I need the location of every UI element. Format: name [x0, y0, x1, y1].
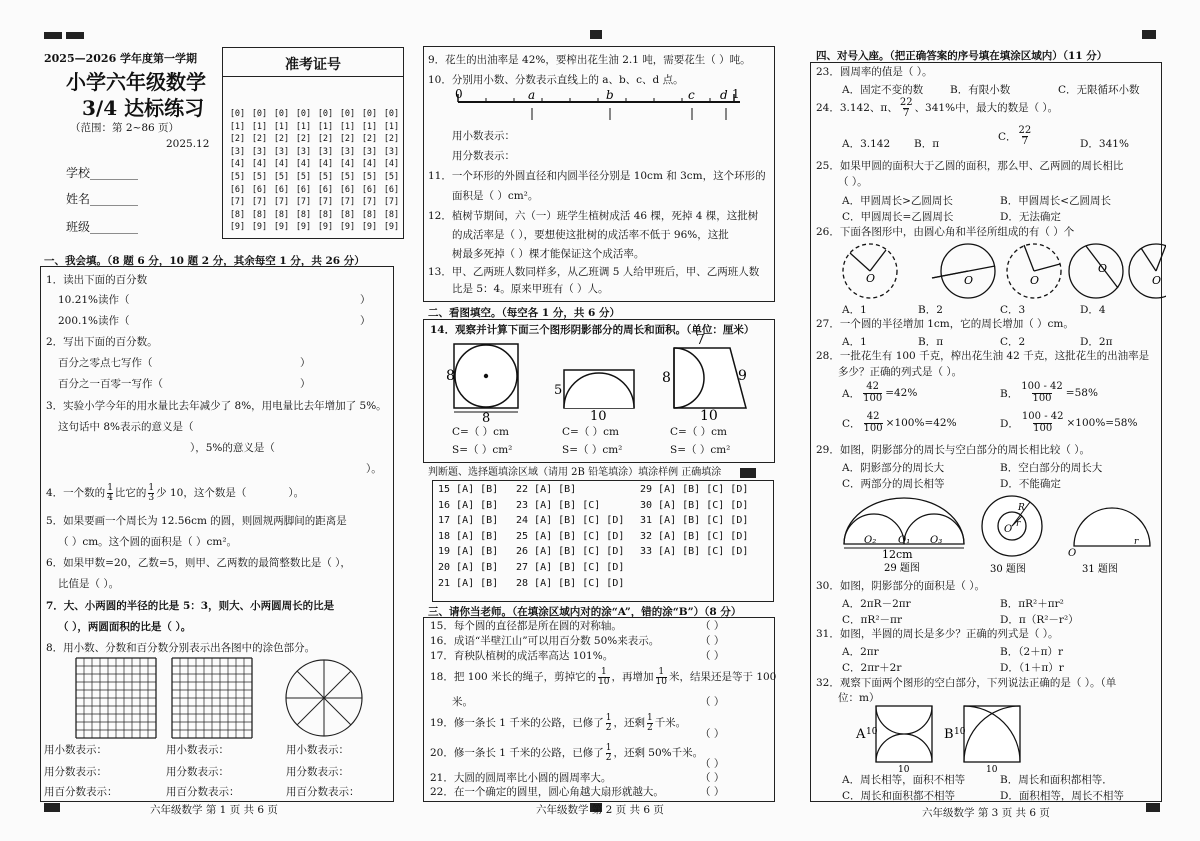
answer-cell[interactable]: 33 [A] [B] [C] [D]: [640, 546, 749, 558]
q28-option-c[interactable]: C． $\frac{42}{100}$ ×100%=42%: [842, 411, 957, 434]
q31: 31．如图，半圆的周长是多少？正确的列式是（ ）。: [816, 628, 1059, 640]
svg-text:10: 10: [700, 408, 718, 424]
q24-option-d[interactable]: D．341%: [1080, 138, 1129, 150]
q19: 19．修一条长 1 千米的公路，已修了 1 2 ，还剩 1 2 千米。: [430, 713, 687, 733]
admission-digit-bubble[interactable]: [7]: [295, 197, 312, 208]
admission-digit-bubble[interactable]: [5]: [251, 171, 268, 182]
q25-option-c[interactable]: C．甲圆周长=乙圆周长: [842, 211, 954, 223]
answer-grid[interactable]: [438, 484, 768, 593]
answer-cell[interactable]: 25 [A] [B] [C] [D]: [516, 530, 625, 542]
admission-digit-bubble[interactable]: [3]: [295, 146, 312, 157]
admission-digit-bubble[interactable]: [8]: [229, 209, 246, 220]
admission-digit-bubble[interactable]: [9]: [229, 222, 246, 233]
q23-option-a[interactable]: A．固定不变的数: [842, 84, 924, 96]
q29-option-c[interactable]: C．两部分的周长相等: [842, 478, 945, 490]
q28-option-a[interactable]: A． $\frac{42}{100}$ =42%: [842, 381, 918, 404]
q30-option-a[interactable]: A．2πR－2πr: [842, 598, 911, 610]
answer-row[interactable]: [438, 562, 768, 578]
answer-cell[interactable]: 18 [A] [B]: [438, 530, 499, 542]
q28: 28．一批花生有 100 千克，榨出花生油 42 千克，这批花生的出油率是: [816, 350, 1150, 362]
line-label-d: d: [720, 88, 728, 102]
exam-title: 小学六年级数学: [66, 70, 206, 94]
footer-page-2: 六年级数学 第 2 页 共 6 页: [536, 804, 664, 816]
admission-digit-column[interactable]: [315, 108, 336, 234]
q24-option-b[interactable]: B．π: [914, 138, 940, 150]
admission-digit-bubble[interactable]: [8]: [339, 209, 356, 220]
admission-digit-bubble[interactable]: [9]: [383, 222, 400, 233]
admission-digit-column[interactable]: [293, 108, 314, 234]
admission-digit-bubble[interactable]: [6]: [339, 184, 356, 195]
page-range: （范围：第 2~86 页）: [70, 122, 180, 134]
admission-digit-bubble[interactable]: [1]: [361, 121, 378, 132]
registration-mark: [44, 803, 60, 812]
q25-option-a[interactable]: A．甲圆周长>乙圆周长: [842, 195, 953, 207]
section-1-heading: 一、我会填。（8 题 6 分，10 题 2 分，其余每空 1 分，共 26 分）: [44, 255, 365, 267]
name-field[interactable]: 姓名________: [66, 192, 139, 206]
admission-digit-bubble[interactable]: [5]: [229, 171, 246, 182]
q11: 11．一个环形的外圆直径和内圆半径分别是 10cm 和 3cm，这个环形的: [428, 170, 766, 182]
svg-text:O: O: [866, 272, 876, 285]
q22: 22．在一个确定的圆里，圆心角越大扇形就越大。: [430, 786, 664, 798]
admission-digit-bubble[interactable]: [2]: [251, 134, 268, 145]
admission-digit-bubble[interactable]: [9]: [339, 222, 356, 233]
answer-cell[interactable]: 19 [A] [B]: [438, 546, 499, 558]
answer-row[interactable]: [438, 546, 768, 562]
figure-31: [1066, 500, 1156, 578]
figure-square-circle: [446, 342, 536, 422]
svg-text:O: O: [1068, 548, 1077, 559]
q25: 25．如果甲圆的面积大于乙圆的面积，那么甲、乙两圆的周长相比: [816, 160, 1124, 172]
figure-32: [852, 702, 1032, 772]
svg-text:B: B: [944, 727, 954, 742]
q27-option-a[interactable]: A．1: [842, 336, 867, 348]
line-label-b: b: [606, 88, 614, 102]
answer-cell[interactable]: 16 [A] [B]: [438, 499, 499, 511]
q3: 3．实验小学今年的用水量比去年减少了 8%，用电量比去年增加了 5%。: [46, 400, 387, 412]
year-term: 2025—2026 学年度第一学期: [44, 52, 198, 65]
svg-text:10: 10: [986, 765, 998, 772]
admission-digit-bubble[interactable]: [2]: [295, 134, 312, 145]
admission-digit-bubble[interactable]: [9]: [361, 222, 378, 233]
admission-digit-bubble[interactable]: [0]: [383, 109, 400, 119]
q9: 9．花生的出油率是 42%，要榨出花生油 2.1 吨，需要花生（ ）吨。: [428, 54, 751, 66]
admission-digit-bubble[interactable]: [9]: [295, 222, 312, 233]
admission-digit-bubble[interactable]: [0]: [361, 109, 378, 119]
admission-digit-bubble[interactable]: [1]: [229, 121, 246, 132]
admission-digit-bubble[interactable]: [2]: [361, 134, 378, 145]
q15: 15．每个圆的直径都是所在圆的对称轴。: [430, 620, 622, 632]
q16: 16．成语“半壁江山”可以用百分数 50%来表示。: [430, 635, 660, 647]
admission-number-box: [222, 47, 404, 239]
answer-cell[interactable]: 28 [A] [B] [C] [D]: [516, 577, 625, 589]
svg-text:O₂: O₂: [864, 535, 877, 546]
q26-option-a[interactable]: A．1: [842, 304, 867, 316]
q8: 8．用小数、分数和百分数分别表示出各图中的涂色部分。: [46, 642, 316, 654]
svg-text:30 题图: 30 题图: [990, 564, 1026, 575]
admission-title: 准考证号: [285, 57, 341, 73]
answer-cell[interactable]: 20 [A] [B]: [438, 561, 499, 573]
admission-digit-bubble[interactable]: [8]: [273, 209, 290, 220]
admission-digit-column[interactable]: [359, 108, 380, 234]
admission-digit-bubble[interactable]: [0]: [295, 109, 312, 119]
q7: 7．大、小两圆的半径的比是 5：3，则大、小两圆周长的比是: [46, 600, 335, 612]
answer-cell[interactable]: 31 [A] [B] [C] [D]: [640, 515, 749, 527]
q14: 14．观察并计算下面三个图形阴影部分的周长和面积。（单位：厘米）: [430, 324, 755, 336]
admission-digit-bubble[interactable]: [5]: [383, 171, 400, 182]
q28-option-d[interactable]: D． $\frac{100 - 42}{100}$ ×100%=58%: [1000, 411, 1138, 434]
admission-digit-bubble[interactable]: [4]: [383, 159, 400, 170]
admission-digit-bubble[interactable]: [1]: [383, 121, 400, 132]
admission-digit-bubble[interactable]: [3]: [273, 146, 290, 157]
admission-digit-column[interactable]: [337, 108, 358, 234]
q31-option-d[interactable]: D．（1＋π）r: [1000, 662, 1064, 674]
grid-figure-2: [170, 656, 254, 740]
answer-cell[interactable]: 27 [A] [B] [C] [D]: [516, 561, 625, 573]
line-label-c: c: [688, 88, 695, 102]
q25-option-b[interactable]: B．甲圆周长<乙圆周长: [1000, 195, 1112, 207]
q2b: 百分之一百零一写作（: [58, 378, 163, 390]
q29-option-b[interactable]: B．空白部分的周长大: [1000, 462, 1103, 474]
line-label-zero: 0: [455, 87, 463, 101]
admission-digit-bubble[interactable]: [0]: [229, 109, 246, 119]
admission-digit-bubble[interactable]: [4]: [273, 159, 290, 170]
q24-option-c[interactable]: C． 22 7: [998, 125, 1032, 147]
q26: 26．下面各图形中，由圆心角和半径所组成的有（ ）个: [816, 226, 1075, 238]
answer-cell[interactable]: 22 [A] [B]: [516, 484, 577, 495]
admission-digit-bubble[interactable]: [8]: [295, 209, 312, 220]
grid-figure-1: [74, 656, 158, 740]
admission-digit-bubble[interactable]: [8]: [383, 209, 400, 220]
figure-trapezoid: [660, 334, 760, 424]
q32-option-c[interactable]: C．周长和面积都不相等: [842, 790, 956, 802]
q6: 6．如果甲数=20，乙数=5，则甲、乙两数的最简整数比是（ ），: [46, 557, 351, 569]
admission-digit-bubble[interactable]: [0]: [317, 109, 334, 119]
admission-digit-bubble[interactable]: [1]: [251, 121, 268, 132]
svg-text:8: 8: [662, 370, 671, 386]
admission-digit-bubble[interactable]: [4]: [317, 159, 334, 170]
admission-digit-bubble[interactable]: [6]: [273, 184, 290, 195]
admission-digit-bubble[interactable]: [6]: [361, 184, 378, 195]
admission-digit-bubble[interactable]: [6]: [317, 184, 334, 195]
svg-text:R: R: [1018, 503, 1025, 513]
q30-option-c[interactable]: C．πR²－πr: [842, 614, 902, 626]
admission-digit-bubble[interactable]: [2]: [317, 134, 334, 145]
q25-option-d[interactable]: D．无法确定: [1000, 211, 1061, 223]
q26-circles: [836, 240, 1166, 302]
admission-digit-bubble[interactable]: [2]: [339, 134, 356, 145]
admission-digit-bubble[interactable]: [3]: [383, 146, 400, 157]
q2a: 百分之零点七写作（: [58, 357, 153, 369]
q26-option-d[interactable]: D．4: [1080, 304, 1106, 316]
footer-page-1: 六年级数学 第 1 页 共 6 页: [150, 804, 278, 816]
svg-text:O₃: O₃: [930, 535, 943, 546]
q31-option-a[interactable]: A．2πr: [842, 646, 879, 658]
svg-text:O: O: [1004, 524, 1013, 535]
q18: 18．把 100 米长的绳子，剪掉它的 1 10 ，再增加 1 10 米，结果还是等于 100: [430, 667, 777, 687]
line-label-a: a: [528, 88, 536, 102]
registration-mark: [1142, 30, 1156, 39]
q29: 29．如图，阴影部分的周长与空白部分的周长相比较（ ）。: [816, 444, 1090, 456]
figure-rectangle-semicircle: [554, 362, 644, 422]
admission-digit-column[interactable]: [227, 108, 248, 234]
q17: 17．育秧队植树的成活率高达 101%。: [430, 650, 614, 662]
q30-option-d[interactable]: D．π（R²－r²）: [1000, 614, 1079, 626]
registration-mark: [590, 30, 602, 39]
admission-digit-bubble[interactable]: [7]: [317, 197, 334, 208]
q4: 4．一个数的 1 4 比它的 1 3 少 10，这个数是（ ）。: [46, 483, 305, 503]
q1: 1．读出下面的百分数: [46, 274, 148, 286]
line-label-one: 1: [732, 87, 740, 101]
admission-digit-bubble[interactable]: [5]: [361, 171, 378, 182]
q1a: 10.21%读作（: [58, 294, 130, 306]
svg-text:10: 10: [590, 409, 607, 422]
admission-digit-bubble[interactable]: [6]: [251, 184, 268, 195]
answer-cell[interactable]: 32 [A] [B] [C] [D]: [640, 530, 749, 542]
q27-option-c[interactable]: C．2: [1000, 336, 1026, 348]
admission-digit-column[interactable]: [271, 108, 292, 234]
admission-digit-bubble[interactable]: [4]: [339, 159, 356, 170]
exam-date: 2025.12: [166, 138, 210, 150]
q29-option-d[interactable]: D．不能确定: [1000, 478, 1061, 490]
answer-cell[interactable]: 26 [A] [B] [C] [D]: [516, 546, 625, 558]
admission-digit-bubble[interactable]: [4]: [229, 159, 246, 170]
answer-card-heading: 判断题、选择题填涂区域（请用 2B 铅笔填涂）填涂样例 正确填涂: [428, 467, 722, 478]
admission-digit-grid[interactable]: [227, 108, 402, 234]
admission-digit-bubble[interactable]: [7]: [339, 197, 356, 208]
q24: 24．3.142、π、 22 7 、341%中，最大的数是（ ）。: [816, 97, 1059, 119]
admission-digit-bubble[interactable]: [1]: [273, 121, 290, 132]
svg-text:8: 8: [446, 368, 455, 384]
q27-option-d[interactable]: D．2π: [1080, 336, 1113, 348]
answer-cell[interactable]: 17 [A] [B]: [438, 515, 499, 527]
admission-digit-bubble[interactable]: [7]: [251, 197, 268, 208]
number-line: [452, 86, 752, 122]
admission-digit-bubble[interactable]: [7]: [229, 197, 246, 208]
svg-text:r: r: [1134, 537, 1139, 547]
admission-digit-bubble[interactable]: [3]: [229, 146, 246, 157]
admission-digit-bubble[interactable]: [0]: [339, 109, 356, 119]
q23: 23．圆周率的值是（ ）。: [816, 66, 933, 78]
admission-digit-bubble[interactable]: [8]: [251, 209, 268, 220]
svg-text:10: 10: [866, 727, 878, 737]
admission-digit-bubble[interactable]: [0]: [273, 109, 290, 119]
answer-row[interactable]: [438, 578, 768, 594]
svg-text:O: O: [1152, 274, 1162, 287]
q30: 30．如图，阴影部分的面积是（ ）。: [816, 580, 985, 592]
admission-digit-bubble[interactable]: [6]: [383, 184, 400, 195]
q13: 13．甲、乙两班人数同样多，从乙班调 5 人给甲班后，甲、乙两班人数: [428, 266, 760, 278]
admission-digit-bubble[interactable]: [0]: [251, 109, 268, 119]
answer-row[interactable]: [438, 515, 768, 531]
answer-row[interactable]: [438, 500, 768, 516]
admission-digit-bubble[interactable]: [7]: [361, 197, 378, 208]
section-3-heading: 三、请你当老师。（在填涂区域内对的涂“A”，错的涂“B”）（8 分）: [428, 606, 742, 618]
q10: 10．分别用小数、分数表示直线上的 a、b、c、d 点。: [428, 74, 684, 86]
svg-text:12cm: 12cm: [882, 548, 913, 561]
q23-option-b[interactable]: B．有限小数: [950, 84, 1011, 96]
q31-option-b[interactable]: B．（2＋π）r: [1000, 646, 1064, 658]
admission-digit-column[interactable]: [381, 108, 402, 234]
class-field[interactable]: 班级________: [66, 220, 139, 234]
q23-option-c[interactable]: C．无限循环小数: [1058, 84, 1140, 96]
svg-text:8: 8: [482, 411, 491, 422]
admission-digit-bubble[interactable]: [3]: [361, 146, 378, 157]
answer-cell[interactable]: 23 [A] [B] [C]: [516, 499, 601, 511]
admission-digit-bubble[interactable]: [8]: [317, 209, 334, 220]
admission-digit-bubble[interactable]: [7]: [383, 197, 400, 208]
svg-text:7: 7: [696, 334, 705, 348]
admission-digit-bubble[interactable]: [1]: [295, 121, 312, 132]
q20: 20．修一条长 1 千米的公路，已修了 1 2 ，还剩 50%千米。: [430, 743, 704, 763]
section-4-heading: 四、对号入座。（把正确答案的序号填在填涂区域内）（11 分）: [816, 50, 1108, 62]
q24-option-a[interactable]: A．3.142: [842, 138, 891, 150]
svg-text:O: O: [964, 274, 974, 287]
q32-option-d[interactable]: D．面积相等，周长不相等: [1000, 790, 1124, 802]
q31-option-c[interactable]: C．2πr＋2r: [842, 662, 902, 674]
admission-digit-bubble[interactable]: [6]: [229, 184, 246, 195]
q32-option-a[interactable]: A．周长相等，面积不相等: [842, 774, 966, 786]
answer-cell[interactable]: 21 [A] [B]: [438, 577, 499, 589]
admission-digit-bubble[interactable]: [5]: [317, 171, 334, 182]
registration-mark: [44, 32, 62, 39]
svg-text:5: 5: [554, 383, 563, 398]
q28-option-b[interactable]: B． $\frac{100 - 42}{100}$ =58%: [1000, 381, 1098, 404]
admission-digit-bubble[interactable]: [6]: [295, 184, 312, 195]
circle-eighths-figure: [282, 656, 366, 740]
admission-digit-bubble[interactable]: [4]: [251, 159, 268, 170]
answer-row[interactable]: [438, 531, 768, 547]
admission-digit-column[interactable]: [249, 108, 270, 234]
q1b: 200.1%读作（: [58, 315, 130, 327]
q27: 27．一个圆的半径增加 1cm，它的周长增加（ ）cm。: [816, 318, 1074, 330]
q30-option-b[interactable]: B．πR²＋πr²: [1000, 598, 1064, 610]
admission-digit-bubble[interactable]: [4]: [295, 159, 312, 170]
svg-text:r: r: [1016, 519, 1021, 529]
school-field[interactable]: 学校________: [66, 166, 139, 180]
registration-mark: [1146, 803, 1160, 812]
answer-cell[interactable]: 15 [A] [B]: [438, 484, 499, 495]
q12: 12．植树节期间，六（一）班学生植树成活 46 棵，死掉 4 棵，这批树: [428, 210, 759, 222]
figure-29: [838, 492, 968, 572]
answer-row[interactable]: [438, 484, 768, 500]
admission-digit-bubble[interactable]: [4]: [361, 159, 378, 170]
svg-text:O₁: O₁: [898, 535, 911, 546]
svg-text:O: O: [1098, 262, 1108, 275]
admission-digit-bubble[interactable]: [5]: [273, 171, 290, 182]
registration-mark: [66, 32, 84, 39]
svg-text:10: 10: [954, 727, 966, 737]
admission-digit-bubble[interactable]: [1]: [339, 121, 356, 132]
q21: 21．大圆的圆周率比小圆的圆周率大。: [430, 772, 612, 784]
admission-digit-bubble[interactable]: [5]: [295, 171, 312, 182]
answer-cell[interactable]: 30 [A] [B] [C] [D]: [640, 499, 749, 511]
admission-digit-bubble[interactable]: [2]: [273, 134, 290, 145]
admission-digit-bubble[interactable]: [2]: [229, 134, 246, 145]
admission-digit-bubble[interactable]: [1]: [317, 121, 334, 132]
svg-text:29 题图: 29 题图: [884, 563, 920, 572]
svg-text:9: 9: [738, 368, 747, 384]
q5: 5．如果要画一个周长为 12.56cm 的圆，则圆规两脚间的距离是: [46, 515, 347, 527]
admission-digit-bubble[interactable]: [8]: [361, 209, 378, 220]
admission-digit-bubble[interactable]: [9]: [251, 222, 268, 233]
svg-text:O: O: [1030, 274, 1040, 287]
admission-digit-bubble[interactable]: [3]: [251, 146, 268, 157]
figure-30: [974, 492, 1054, 578]
footer-page-3: 六年级数学 第 3 页 共 6 页: [922, 807, 1050, 819]
q32: 32．观察下面两个图形的空白部分，下列说法正确的是（ ）。（单: [816, 677, 1117, 689]
q32-option-b[interactable]: B．周长和面积都相等．: [1000, 774, 1113, 786]
admission-digit-bubble[interactable]: [5]: [339, 171, 356, 182]
answer-cell[interactable]: 29 [A] [B] [C] [D]: [640, 484, 749, 495]
exam-subtitle: 3/4 达标练习: [82, 96, 205, 120]
q29-option-a[interactable]: A．阴影部分的周长大: [842, 462, 945, 474]
admission-digit-bubble[interactable]: [3]: [339, 146, 356, 157]
admission-digit-bubble[interactable]: [3]: [317, 146, 334, 157]
svg-text:31 题图: 31 题图: [1082, 564, 1118, 575]
admission-digit-bubble[interactable]: [2]: [383, 134, 400, 145]
svg-text:A: A: [856, 727, 866, 742]
q26-option-c[interactable]: C．3: [1000, 304, 1026, 316]
answer-cell[interactable]: 24 [A] [B] [C] [D]: [516, 515, 625, 527]
q27-option-b[interactable]: B．π: [918, 336, 944, 348]
svg-text:10: 10: [898, 765, 910, 772]
admission-digit-bubble[interactable]: [7]: [273, 197, 290, 208]
q26-option-b[interactable]: B．2: [918, 304, 943, 316]
section-2-heading: 二、看图填空。（每空各 1 分，共 6 分）: [428, 307, 620, 319]
admission-digit-bubble[interactable]: [9]: [317, 222, 334, 233]
q2: 2．写出下面的百分数。: [46, 336, 158, 348]
filled-sample: [740, 468, 756, 478]
admission-digit-bubble[interactable]: [9]: [273, 222, 290, 233]
